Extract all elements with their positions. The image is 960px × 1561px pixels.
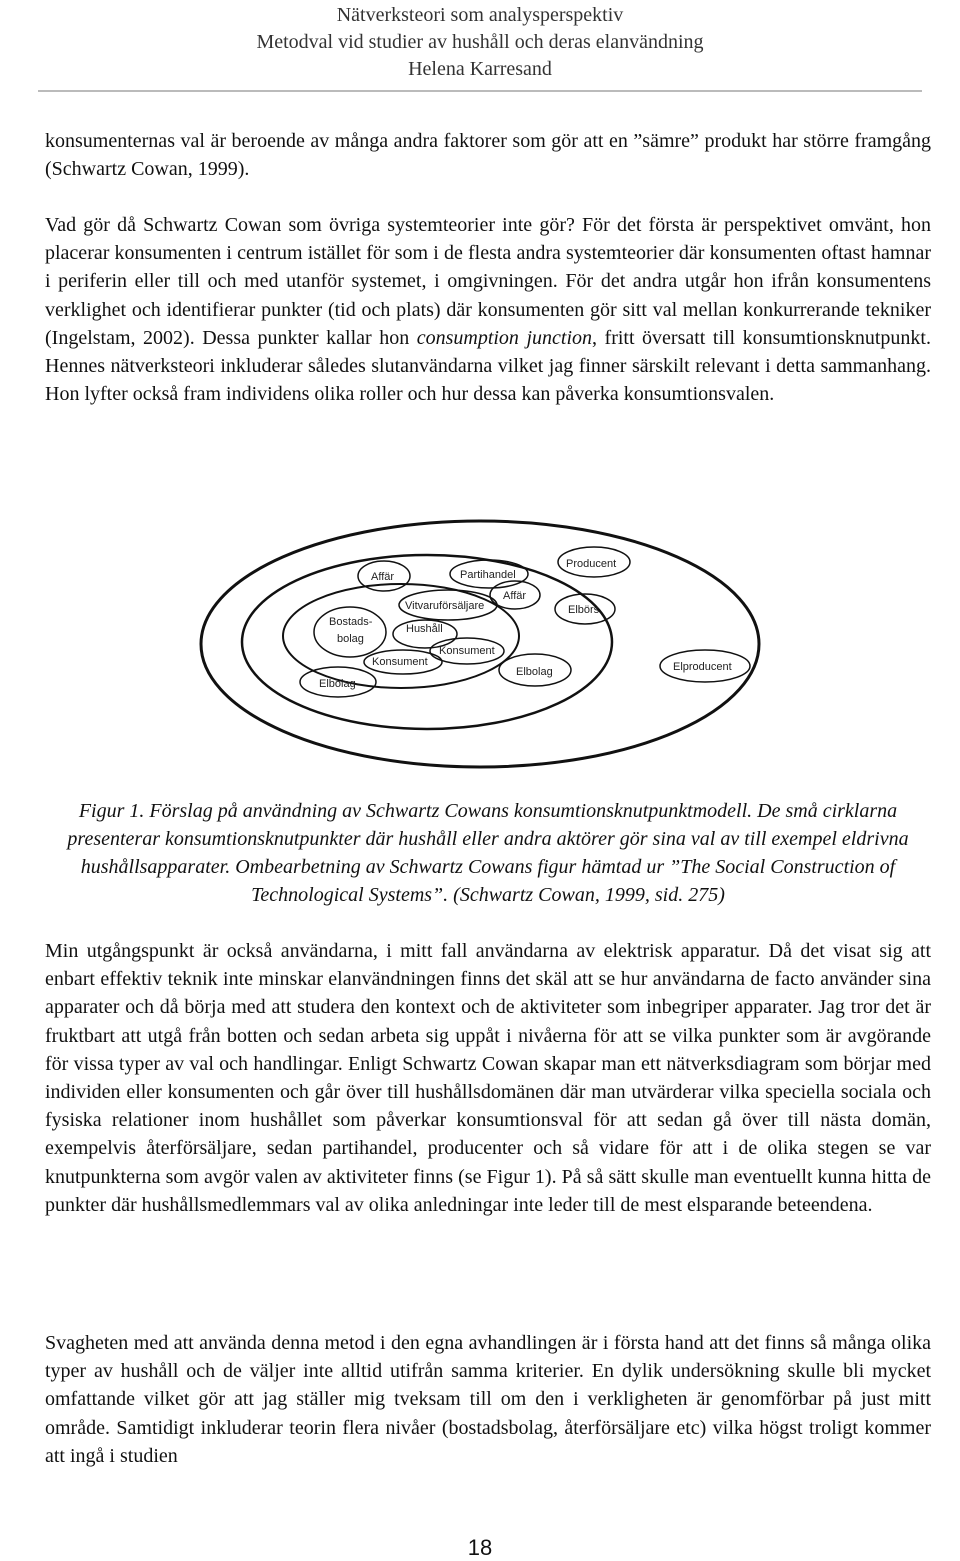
page-number: 18 — [467, 1535, 493, 1560]
header-subtitle: Metodval vid studier av hushåll och deras elanvändning — [256, 31, 704, 53]
running-header — [0, 2, 960, 83]
figure-network-diagram — [195, 515, 765, 773]
paragraph-starting-point: Min utgångspunkt är också användarna, i mitt fall användarna av elektrisk apparatur. Då det visat sig att enbart effektiv teknik inte minskar elanvändningen finns det skäl att se hur användarna de facto använder sina apparater och då börja med att studera den kontext och de aktiviteter som inbegriper apparater. Jag tror det är fruktbart att utgå från botten och sedan arbeta sig uppåt i nivåerna för att se vilka punkter som är avgörande för vissa typer av val och handlingar. Enligt Schwartz Cowan skapar man ett nätverksdiagram som börjar med individen eller konsumenten och går över till hushållsdomänen där man utvärderar vilka speciella sociala och fysiska relationer inom hushållet som påverkar konsumtionsval för att sedan gå över till nästa domän, exempelvis återförsäljare, sedan partihandel, producenter och så vidare för att i de olika stegen se var knutpunkterna som avgör valen av aktiviteter finns (se Figur 1). På så sätt skulle man eventuellt kunna hitta de punkter där hushållsmedlemmars val av olika anledningar inte leder till de mest elsparande beteendena. — [45, 940, 931, 1216]
label-affar-inner: Affär — [503, 590, 527, 602]
header-title: Nätverksteori som analysperspektiv — [336, 4, 624, 26]
label-konsument-left: Konsument — [372, 656, 428, 668]
label-elbors: Elbörs — [568, 604, 600, 616]
label-bostadsbolag-1: Bostads- — [329, 616, 373, 628]
paragraph-weakness: Svagheten med att använda denna metod i den egna avhandlingen är i första hand att det finns så många olika typer av hushåll och de väljer inte alltid utifrån samma kriterier. En dylik undersökning skulle bli mycket omfattande vilket gör att jag ställer mig tveksam till om den i verkligheten är genomförbar på just mitt område. Samtidigt inkluderar teorin flera nivåer (bostadsbolag, återförsäljare etc) vilka högst troligt kommer att ingå i studien — [45, 1332, 931, 1467]
paragraph-text: , fritt översatt till konsumtionsknutpunkt. Hennes nätverksteori inkluderar således slutanvändarna vilket jag finner särskilt relevant i detta sammanhang. Hon lyfter också fram individens olika roller och hur dessa kan påverka konsumtionsvalen. — [45, 326, 931, 406]
term-consumption-junction: consumption junction — [416, 326, 593, 349]
label-affar-outer: Affär — [371, 571, 395, 583]
header-author: Helena Karresand — [408, 58, 552, 80]
label-vitvaruforsaljare: Vitvaruförsäljare — [405, 600, 485, 612]
network-diagram-svg — [195, 515, 765, 773]
figure-caption: Figur 1. Förslag på användning av Schwartz Cowans konsumtionsknutpunktmodell. De små cirklarna presenterar konsumtionsknutpunkter där hushåll eller andra aktörer gör sina val av till exempel eldrivna hushållsapparater. Ombearbetning av Schwartz Cowans figur hämtad ur ”The Social Construction of Technological Systems”. (Schwartz Cowan, 1999, sid. 275) — [67, 800, 909, 906]
paragraph-intro: konsumenternas val är beroende av många andra faktorer som gör att en ”sämre” produkt har större framgång (Schwartz Cowan, 1999). — [45, 130, 931, 181]
label-elproducent: Elproducent — [673, 661, 732, 673]
node-bostadsbolag-ellipse — [314, 607, 386, 657]
label-elbolag-left: Elbolag — [319, 678, 356, 690]
domain-middle-ellipse — [242, 555, 612, 729]
label-producent: Producent — [566, 558, 617, 570]
label-bostadsbolag-2: bolag — [337, 633, 364, 645]
header-divider — [38, 90, 922, 92]
label-hushall: Hushåll — [406, 623, 443, 635]
paragraph-text: Vad gör då Schwartz Cowan som övriga systemteorier inte gör? För det första är perspektivet omvänt, hon placerar konsumenten i centrum istället för som i de flesta andra systemteorier där konsumenten oftast hamnar i periferin eller till och med utanför systemet, i omgivningen. För det andra utgår hon ifrån konsumentens verklighet och identifierar punkter (tid och plats) där konsumenten gör sitt val mellan konkurrerande tekniker (Ingelstam, 2002). Dessa punkter kallar hon — [45, 214, 931, 349]
paragraph-schwartz-cowan — [45, 211, 931, 408]
label-elbolag-right: Elbolag — [516, 666, 553, 678]
label-partihandel: Partihandel — [460, 569, 516, 581]
label-konsument-right: Konsument — [439, 645, 495, 657]
